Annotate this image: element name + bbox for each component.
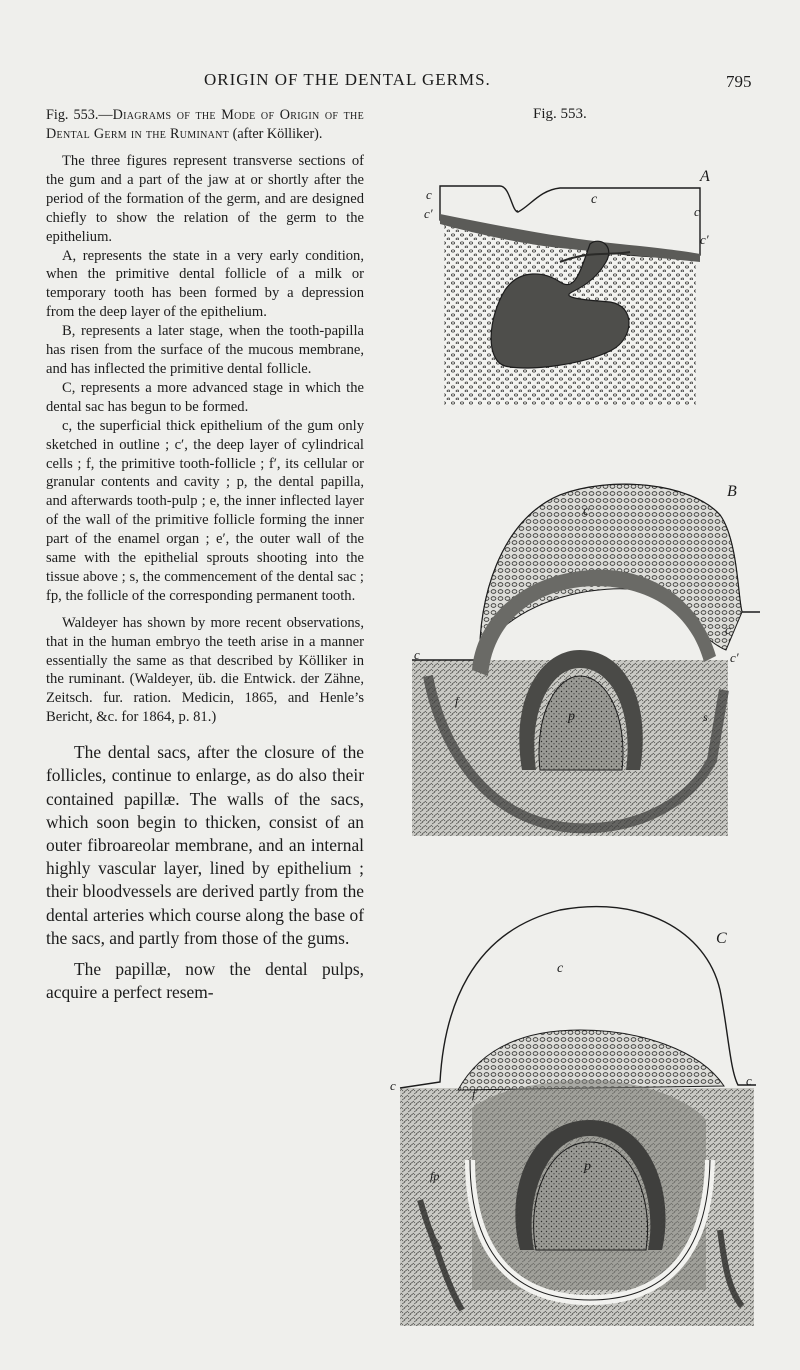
- caption-paragraph: C, represents a more advanced stage in which the dental sac has begun to be formed.: [46, 379, 364, 415]
- caption-attribution: (after Kölliker).: [229, 126, 323, 142]
- panel-b-label-c: c: [583, 504, 590, 519]
- panel-b-label-s: s: [703, 710, 708, 724]
- panel-c-label-fp: fp: [430, 1169, 440, 1183]
- panel-b-label-p: p: [568, 709, 575, 724]
- panel-a-illustration: [424, 168, 710, 405]
- panel-a-label-c: c: [591, 192, 598, 207]
- caption-paragraph: A, represents the state in a very early condition, when the primitive dental follicle of a milk or temporary tooth has been formed by a depression from the deep layer of the epithelium.: [46, 247, 364, 321]
- caption-paragraph: c, the superficial thick epithelium of the gum only sketched in outline ; c′, the deep layer of cylindrical cells ; f, the primitive tooth-follicle ; f′, its cellular or granular contents and cavity ; p, the dental papilla, and afterwards tooth-pulp ; e, the inner inflected layer of the wall of the primitive follicle forming the inner part of the enamel organ ; e′, the outer wall of the same with the epithelial sprouts shooting into the tissue above ; s, the commencement of the dental sac ; fp, the follicle of the corresponding permanent tooth.: [46, 417, 364, 604]
- panel-c-label-f: f: [472, 1087, 476, 1101]
- body-paragraph: The dental sacs, after the closure of the follicles, continue to enlarge, as do also their contained papillæ. The walls of the sacs, which soon begin to thicken, consist of an outer fibroareolar membrane, and an internal highly vascular layer, lined by epithelium ; their bloodvessels are derived partly from the dental arteries which course along the base of the sacs, and partly from those of the gums.: [46, 742, 364, 948]
- panel-c-label-c: c: [390, 1078, 396, 1093]
- body-paragraph: The papillæ, now the dental pulps, acquire a perfect resem-: [46, 959, 364, 1003]
- panel-a-label-c: c: [426, 187, 432, 202]
- panel-c-illustration: [390, 907, 756, 1326]
- panel-a-letter: A: [700, 168, 710, 185]
- running-title: ORIGIN OF THE DENTAL GERMS.: [204, 70, 491, 89]
- panel-b-illustration: [412, 483, 760, 836]
- panel-a-label-c: c: [694, 204, 700, 219]
- panel-c-letter: C: [716, 930, 727, 947]
- panel-b-label-c: c: [725, 622, 731, 637]
- caption-figure-number: Fig. 553.—: [46, 107, 113, 123]
- figure-label: Fig. 553.: [533, 106, 587, 122]
- panel-a-label-c-prime: c′: [424, 206, 433, 221]
- caption-paragraph: The three figures represent transverse sections of the gum and a part of the jaw at or shortly after the period of the formation of the germ, and are designed chiefly to show the relation of the germ to the epithelium.: [46, 153, 364, 245]
- panel-a-label-c-prime: c′: [700, 232, 709, 247]
- panel-b-label-c-prime: c′: [730, 650, 739, 665]
- panel-c-label-c: c: [746, 1073, 752, 1088]
- panel-b-letter: B: [727, 483, 737, 500]
- page-number: 795: [726, 72, 752, 91]
- panel-b-label-f: f: [455, 694, 459, 708]
- panel-c-label-p: p: [584, 1159, 591, 1174]
- note-paragraph: Waldeyer has shown by more recent observations, that in the human embryo the teeth arise in a manner essentially the same as that described by Kölliker in the ruminant. (Waldeyer, üb. die Entwick. der Zähne, Zeitsch. fur. ration. Medicin, 1865, and Henle’s Bericht, &c. for 1864, p. 81.): [46, 614, 364, 726]
- panel-c-label-c: c: [557, 961, 564, 976]
- caption-heading: Diagrams of the Mode of Origin of the Dental Germ in the Ruminant: [46, 107, 364, 142]
- caption-paragraph: B, represents a later stage, when the tooth-papilla has risen from the surface of the mucous membrane, and has inflected the primitive dental follicle.: [46, 323, 364, 377]
- panel-b-label-c: c: [414, 647, 420, 662]
